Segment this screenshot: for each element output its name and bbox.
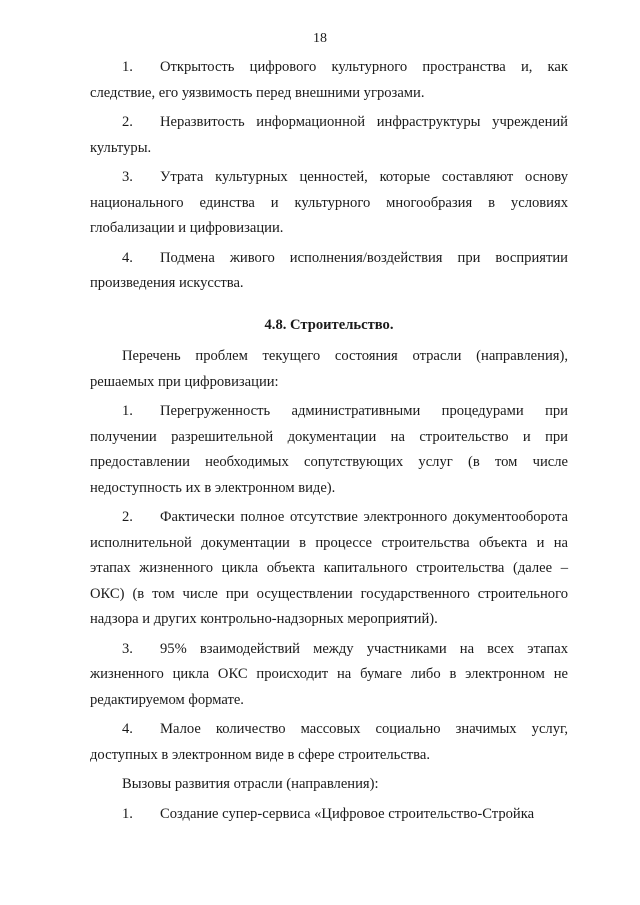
item-number: 2. (122, 114, 133, 130)
intro-paragraph: Перечень проблем текущего состояния отрасли (направления), решаемых при цифровизации: (90, 348, 568, 390)
item-text: Создание супер-сервиса «Цифровое строительство-Стройка (160, 805, 535, 822)
item-number: 4. (122, 721, 133, 737)
item-number: 4. (122, 249, 133, 266)
list-item (90, 717, 568, 768)
item-text: Перегруженность административными процедурами при получении разрешительной документации на строительство и при предоставлении необходимых сопутствующих услуг (в том числе недоступность их в электронном виде). (90, 403, 568, 496)
list-item (90, 55, 568, 106)
section-heading: 4.8. Строительство. (264, 316, 394, 333)
list-item (90, 399, 568, 501)
construction-problems-list (90, 399, 568, 768)
item-text: Подмена живого исполнения/воздействия при восприятии произведения искусства. (90, 249, 568, 291)
item-text: Неразвитость информационной инфраструктуры учреждений культуры. (90, 114, 568, 156)
item-number: 1. (122, 403, 133, 419)
item-text: Открытость цифрового культурного пространства и, как следствие, его уязвимость перед внешними угрозами. (90, 59, 568, 101)
item-text: Фактически полное отсутствие электронного документооборота исполнительной документации в процессе строительства объекта и на этапах жизненного цикла объекта капитального строительства (далее – ОКС) (в том числе при осуществлении государственного строительного надзора и других контрольно-надзорных мероприятий). (90, 509, 568, 627)
page-content (90, 55, 568, 831)
item-number: 2. (122, 509, 133, 525)
list-item (90, 110, 568, 161)
list-item (90, 505, 568, 633)
item-text: 95% взаимодействий между участниками на всех этапах жизненного цикла ОКС происходит на бумаге либо в электронном не редактируемом формате. (90, 640, 568, 708)
item-number: 3. (122, 640, 133, 657)
item-text: Утрата культурных ценностей, которые составляют основу национального единства и культурного многообразия в условиях глобализации и цифровизации. (90, 169, 568, 236)
page-number: 18 (313, 31, 327, 46)
challenges-heading: Вызовы развития отрасли (направления): (122, 776, 379, 792)
item-text: Малое количество массовых социально значимых услуг, доступных в электронном виде в сфере строительства. (90, 721, 568, 763)
challenge-item (90, 802, 568, 828)
item-number: 1. (122, 805, 133, 822)
list-item (90, 246, 568, 297)
culture-problems-list (90, 55, 568, 297)
item-number: 3. (122, 169, 133, 185)
list-item (90, 637, 568, 714)
item-number: 1. (122, 59, 133, 75)
list-item (90, 165, 568, 242)
